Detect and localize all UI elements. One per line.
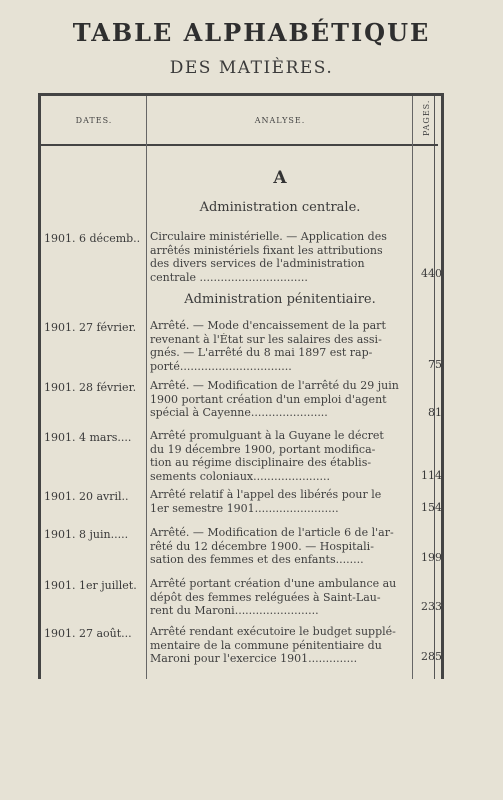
entry-line: Arrêté. — Modification de l'article 6 de l'ar- bbox=[150, 526, 394, 539]
entry-text bbox=[150, 526, 410, 567]
section-title: Administration centrale. bbox=[199, 200, 361, 215]
entry-line: du 19 décembre 1900, portant modifica- bbox=[150, 442, 376, 456]
entry-line: Circulaire ministérielle. — Application des bbox=[150, 230, 387, 243]
entry-line: tion au régime disciplinaire des établis- bbox=[150, 456, 372, 469]
entry-line: rent du Maroni........................ bbox=[150, 604, 319, 617]
column-header-dates: DATES. bbox=[75, 116, 113, 125]
entry-page: 199 bbox=[421, 551, 442, 564]
entry-line: sements coloniaux...................... bbox=[150, 469, 331, 483]
entry-line: rêté du 12 décembre 1900. — Hospitali- bbox=[150, 539, 374, 553]
entry-page: 154 bbox=[421, 501, 442, 514]
entry-text bbox=[150, 319, 410, 373]
column-header-analyse: ANALYSE. bbox=[254, 116, 306, 125]
entry-line: Arrêté. — Modification de l'arrêté du 29 juin bbox=[150, 379, 399, 392]
column-header-pages: PAGES. bbox=[422, 99, 431, 136]
entry-text bbox=[150, 488, 410, 515]
entry-line: 1er semestre 1901........................ bbox=[150, 501, 339, 515]
entry-line: mentaire de la commune pénitentiaire du bbox=[150, 638, 382, 652]
entry-text bbox=[150, 230, 410, 284]
entry-date: 1901. 6 décemb.. bbox=[44, 232, 141, 245]
entry-line: Maroni pour l'exercice 1901.............. bbox=[150, 652, 358, 665]
entry-line: Arrêté portant création d'une ambulance au bbox=[150, 577, 397, 590]
entry-text bbox=[150, 625, 410, 666]
entry-line: Arrêté. — Mode d'encaissement de la part bbox=[150, 319, 386, 332]
entry-page: 285 bbox=[421, 650, 442, 663]
entry-text bbox=[150, 577, 410, 618]
entry-line: spécial à Cayenne...................... bbox=[150, 406, 328, 419]
entry-page: 440 bbox=[421, 267, 442, 280]
entry-date: 1901. 1er juillet. bbox=[44, 579, 137, 592]
entry-date: 1901. 4 mars.... bbox=[44, 431, 132, 444]
header-rule bbox=[38, 144, 438, 146]
page-title: TABLE ALPHABÉTIQUE bbox=[72, 18, 431, 47]
entry-page: 81 bbox=[428, 406, 442, 419]
entry-line: centrale ............................... bbox=[150, 270, 308, 284]
entry-line: Arrêté promulguant à la Guyane le décret bbox=[150, 429, 384, 442]
frame-inner-rule bbox=[434, 96, 435, 679]
section-title: Administration pénitentiaire. bbox=[184, 292, 376, 307]
entry-page: 233 bbox=[421, 600, 442, 613]
entry-line: des divers services de l'administration bbox=[150, 257, 365, 270]
entry-date: 1901. 27 février. bbox=[44, 321, 137, 334]
entry-text bbox=[150, 429, 410, 483]
entry-line: revenant à l'État sur les salaires des assi- bbox=[150, 332, 382, 346]
entry-date: 1901. 27 août... bbox=[44, 627, 132, 640]
entry-text bbox=[150, 379, 410, 420]
entry-line: sation des femmes et des enfants........ bbox=[150, 553, 364, 566]
entry-line: Arrêté rendant exécutoire le budget supplé- bbox=[150, 625, 396, 638]
entry-date: 1901. 20 avril.. bbox=[44, 490, 129, 503]
page-subtitle: DES MATIÈRES. bbox=[169, 58, 334, 78]
entry-line: gnés. — L'arrêté du 8 mai 1897 est rap- bbox=[150, 346, 373, 359]
column-divider-pages bbox=[412, 96, 413, 679]
entry-line: porté................................ bbox=[150, 359, 292, 373]
entry-line: 1900 portant création d'un emploi d'agent bbox=[150, 392, 387, 406]
entry-line: Arrêté relatif à l'appel des libérés pour le bbox=[150, 488, 382, 501]
entry-page: 75 bbox=[428, 358, 442, 371]
section-letter: A bbox=[273, 168, 287, 188]
entry-date: 1901. 28 février. bbox=[44, 381, 137, 394]
entry-line: dépôt des femmes reléguées à Saint-Lau- bbox=[150, 590, 381, 604]
entry-line: arrêtés ministériels fixant les attributions bbox=[150, 243, 383, 257]
entry-page: 114 bbox=[421, 469, 442, 482]
entry-date: 1901. 8 juin..... bbox=[44, 528, 129, 541]
